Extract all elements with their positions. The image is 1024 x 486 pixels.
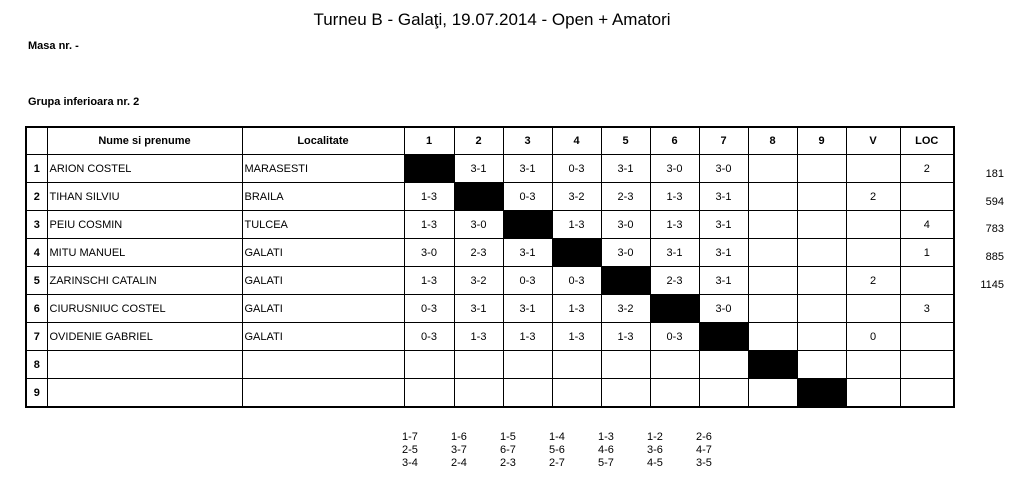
- score-cell: 1-3: [404, 211, 454, 239]
- score-cell: [503, 379, 552, 408]
- score-cell: [748, 211, 797, 239]
- score-cell: 0-3: [552, 155, 601, 183]
- score-cell: 0-3: [503, 267, 552, 295]
- player-index: 9: [26, 379, 47, 408]
- pairing: 2-6: [696, 431, 712, 443]
- column-header: V: [846, 127, 900, 155]
- score-cell: [748, 267, 797, 295]
- score-cell: 3-1: [601, 155, 650, 183]
- pairing-round: [696, 431, 736, 470]
- side-number: 885: [985, 251, 1004, 263]
- pairing: 4-7: [696, 444, 712, 456]
- pairing: 2-5: [402, 444, 418, 456]
- side-number: 1145: [980, 279, 1004, 291]
- player-city: [242, 351, 404, 379]
- player-index: 3: [26, 211, 47, 239]
- table-row: [26, 351, 954, 379]
- score-cell: 3-1: [699, 239, 748, 267]
- table-row: [26, 239, 954, 267]
- score-cell: 1-3: [552, 295, 601, 323]
- column-header: Localitate: [242, 127, 404, 155]
- score-cell: 2-3: [650, 267, 699, 295]
- pairing: 1-4: [549, 431, 565, 443]
- place-cell: [900, 323, 954, 351]
- pairing: 1-6: [451, 431, 467, 443]
- player-index: 4: [26, 239, 47, 267]
- place-cell: 1: [900, 239, 954, 267]
- score-cell: 3-1: [503, 239, 552, 267]
- score-cell: [404, 351, 454, 379]
- score-cell: 2-3: [601, 183, 650, 211]
- victories-cell: [846, 379, 900, 408]
- results-table: [25, 126, 955, 408]
- score-cell: [748, 239, 797, 267]
- table-header-row: [26, 127, 954, 155]
- diagonal-cell: [503, 211, 552, 239]
- diagonal-cell: [797, 379, 846, 408]
- score-cell: [552, 351, 601, 379]
- diagonal-cell: [699, 323, 748, 351]
- player-name: CIURUSNIUC COSTEL: [47, 295, 242, 323]
- pairing-round: [451, 431, 491, 470]
- table-row: [26, 267, 954, 295]
- pairing: 3-5: [696, 457, 712, 469]
- table-row: [26, 323, 954, 351]
- column-header: 9: [797, 127, 846, 155]
- player-index: 2: [26, 183, 47, 211]
- score-cell: [748, 323, 797, 351]
- score-cell: 3-1: [454, 155, 503, 183]
- place-cell: 3: [900, 295, 954, 323]
- score-cell: 1-3: [404, 267, 454, 295]
- score-cell: [797, 239, 846, 267]
- side-number: 783: [985, 223, 1004, 235]
- player-index: 7: [26, 323, 47, 351]
- score-cell: [797, 323, 846, 351]
- score-cell: 3-1: [650, 239, 699, 267]
- pairing: 1-7: [402, 431, 418, 443]
- score-cell: 3-1: [699, 267, 748, 295]
- score-cell: [748, 379, 797, 408]
- score-cell: 3-2: [601, 295, 650, 323]
- side-number: 181: [985, 168, 1004, 180]
- player-name: [47, 351, 242, 379]
- player-index: 5: [26, 267, 47, 295]
- pairing-round: [549, 431, 589, 470]
- victories-cell: 2: [846, 183, 900, 211]
- diagonal-cell: [601, 267, 650, 295]
- player-index: 6: [26, 295, 47, 323]
- side-number: 594: [985, 196, 1004, 208]
- player-name: OVIDENIE GABRIEL: [47, 323, 242, 351]
- player-name: TIHAN SILVIU: [47, 183, 242, 211]
- score-cell: 3-1: [503, 295, 552, 323]
- player-city: GALATI: [242, 267, 404, 295]
- pairing: 2-3: [500, 457, 516, 469]
- diagonal-cell: [748, 351, 797, 379]
- score-cell: 3-1: [699, 211, 748, 239]
- score-cell: [797, 211, 846, 239]
- pairing-round: [598, 431, 638, 470]
- column-header: 6: [650, 127, 699, 155]
- score-cell: [699, 379, 748, 408]
- pairing: 1-3: [598, 431, 614, 443]
- score-cell: [797, 267, 846, 295]
- diagonal-cell: [404, 155, 454, 183]
- group-label: Grupa inferioara nr. 2: [28, 96, 140, 108]
- table-row: [26, 211, 954, 239]
- table-row: [26, 295, 954, 323]
- column-header: 7: [699, 127, 748, 155]
- player-name: ARION COSTEL: [47, 155, 242, 183]
- score-cell: 3-0: [601, 211, 650, 239]
- place-cell: [900, 351, 954, 379]
- player-city: BRAILA: [242, 183, 404, 211]
- score-cell: 1-3: [650, 183, 699, 211]
- score-cell: 1-3: [454, 323, 503, 351]
- score-cell: [748, 183, 797, 211]
- score-cell: 3-0: [699, 295, 748, 323]
- pairing: 6-7: [500, 444, 516, 456]
- player-name: ZARINSCHI CATALIN: [47, 267, 242, 295]
- pairing: 3-7: [451, 444, 467, 456]
- score-cell: 3-0: [699, 155, 748, 183]
- place-cell: 4: [900, 211, 954, 239]
- pairing: 5-7: [598, 457, 614, 469]
- pairing-round: [402, 431, 442, 470]
- column-header: 4: [552, 127, 601, 155]
- score-cell: [797, 295, 846, 323]
- score-cell: [454, 379, 503, 408]
- player-index: 8: [26, 351, 47, 379]
- score-cell: 3-2: [552, 183, 601, 211]
- score-cell: [650, 379, 699, 408]
- victories-cell: [846, 211, 900, 239]
- score-cell: 1-3: [404, 183, 454, 211]
- pairing: 2-7: [549, 457, 565, 469]
- score-cell: [797, 183, 846, 211]
- score-cell: 3-0: [601, 239, 650, 267]
- victories-cell: 0: [846, 323, 900, 351]
- column-header: LOC: [900, 127, 954, 155]
- score-cell: [601, 351, 650, 379]
- score-cell: [797, 351, 846, 379]
- column-header: Nume si prenume: [47, 127, 242, 155]
- pairing: 1-5: [500, 431, 516, 443]
- table-row: [26, 183, 954, 211]
- table-number-label: Masa nr. -: [28, 40, 79, 52]
- score-cell: [699, 351, 748, 379]
- column-header: 3: [503, 127, 552, 155]
- diagonal-cell: [552, 239, 601, 267]
- pairing: 4-5: [647, 457, 663, 469]
- diagonal-cell: [650, 295, 699, 323]
- score-cell: 1-3: [503, 323, 552, 351]
- score-cell: 0-3: [503, 183, 552, 211]
- score-cell: 0-3: [404, 295, 454, 323]
- score-cell: [601, 379, 650, 408]
- victories-cell: [846, 239, 900, 267]
- score-cell: 0-3: [552, 267, 601, 295]
- table-row: [26, 155, 954, 183]
- score-cell: 3-0: [650, 155, 699, 183]
- score-cell: [650, 351, 699, 379]
- score-cell: 3-1: [454, 295, 503, 323]
- column-header: 8: [748, 127, 797, 155]
- victories-cell: [846, 351, 900, 379]
- score-cell: 3-2: [454, 267, 503, 295]
- pairing-round: [500, 431, 540, 470]
- column-header: 1: [404, 127, 454, 155]
- player-city: MARASESTI: [242, 155, 404, 183]
- score-cell: 1-3: [552, 211, 601, 239]
- pairing: 1-2: [647, 431, 663, 443]
- column-header: [26, 127, 47, 155]
- player-name: [47, 379, 242, 408]
- score-cell: 1-3: [552, 323, 601, 351]
- score-cell: 0-3: [650, 323, 699, 351]
- place-cell: [900, 267, 954, 295]
- score-cell: 3-0: [454, 211, 503, 239]
- pairing-round: [647, 431, 687, 470]
- diagonal-cell: [454, 183, 503, 211]
- player-name: MITU MANUEL: [47, 239, 242, 267]
- place-cell: [900, 379, 954, 408]
- player-city: [242, 379, 404, 408]
- pairing: 3-4: [402, 457, 418, 469]
- column-header: 2: [454, 127, 503, 155]
- player-city: GALATI: [242, 239, 404, 267]
- score-cell: [748, 155, 797, 183]
- score-cell: [797, 155, 846, 183]
- player-city: TULCEA: [242, 211, 404, 239]
- score-cell: [404, 379, 454, 408]
- score-cell: [454, 351, 503, 379]
- player-city: GALATI: [242, 295, 404, 323]
- place-cell: 2: [900, 155, 954, 183]
- pairing: 2-4: [451, 457, 467, 469]
- column-header: 5: [601, 127, 650, 155]
- score-cell: 3-1: [699, 183, 748, 211]
- score-cell: 1-3: [650, 211, 699, 239]
- victories-cell: [846, 155, 900, 183]
- pairing: 3-6: [647, 444, 663, 456]
- score-cell: 1-3: [601, 323, 650, 351]
- score-cell: [503, 351, 552, 379]
- player-index: 1: [26, 155, 47, 183]
- score-cell: [552, 379, 601, 408]
- victories-cell: [846, 295, 900, 323]
- pairing: 5-6: [549, 444, 565, 456]
- score-cell: 0-3: [404, 323, 454, 351]
- score-cell: 3-0: [404, 239, 454, 267]
- table-row: [26, 379, 954, 408]
- score-cell: 2-3: [454, 239, 503, 267]
- score-cell: [748, 295, 797, 323]
- page-title: Turneu B - Galaţi, 19.07.2014 - Open + Amatori: [313, 10, 671, 29]
- player-name: PEIU COSMIN: [47, 211, 242, 239]
- pairing: 4-6: [598, 444, 614, 456]
- place-cell: [900, 183, 954, 211]
- score-cell: 3-1: [503, 155, 552, 183]
- player-city: GALATI: [242, 323, 404, 351]
- victories-cell: 2: [846, 267, 900, 295]
